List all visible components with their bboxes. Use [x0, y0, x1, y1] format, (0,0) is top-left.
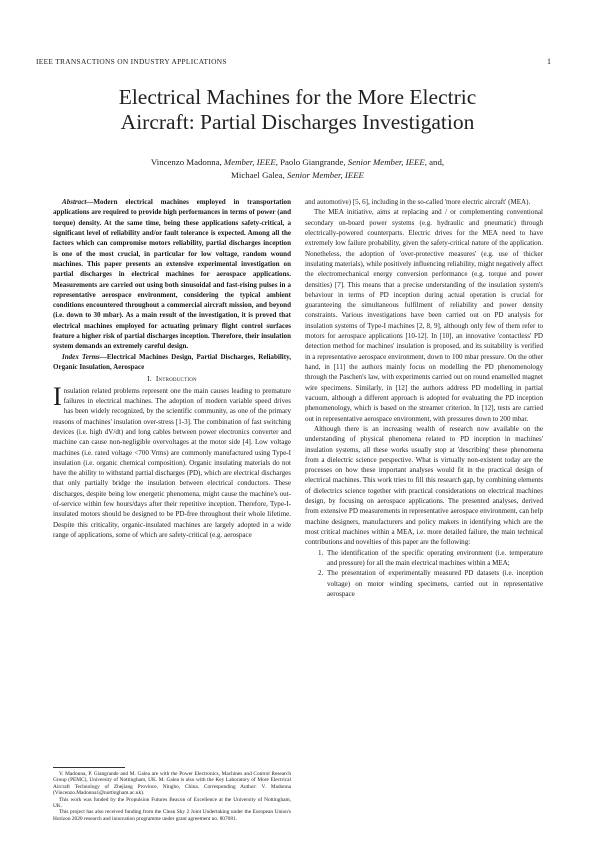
- contribution-item-1: 1. The identification of the specific operating environment (i.e. temperature and pressure) for all the main electrical machines within a MEA;: [325, 548, 543, 569]
- abstract: [53, 197, 291, 352]
- right-column: [305, 197, 543, 599]
- contribution-item-2: 2. The presentation of experimentally measured PD datasets (i.e. inception voltage) on motor winding specimens, carried out in representative aerospace: [325, 568, 543, 599]
- footnote-funding-1: This work was funded by the Propulsion Futures Beacon of Excellence at the University of Nottingham, UK.: [53, 796, 291, 810]
- page-number: 1: [547, 57, 551, 66]
- paper-title: [40, 85, 555, 135]
- section-title: Introduction: [155, 374, 197, 384]
- author-1-name: Vincenzo Madonna,: [150, 157, 224, 167]
- author-3-name: Michael Galea,: [231, 169, 287, 180]
- right-paragraph-0: and automotive) [5, 6], including in the so-called 'more electric aircraft' (MEA).: [305, 198, 531, 206]
- contributions-list: [305, 548, 543, 600]
- abstract-label: Abstract: [62, 198, 87, 206]
- paper-title-line-2: Aircraft: Partial Discharges Investigation: [120, 110, 475, 134]
- drop-cap: I: [53, 381, 62, 411]
- author-3-membership: Senior Member, IEEE: [286, 169, 364, 180]
- index-terms: [53, 352, 291, 373]
- left-column: [53, 197, 291, 540]
- index-terms-body: Electrical Machines Design, Partial Discharges, Reliability, Organic Insulation, Aerospace: [53, 352, 291, 371]
- index-terms-dash: —: [99, 352, 107, 361]
- section-heading-introduction: [53, 374, 291, 384]
- abstract-dash: —: [86, 198, 94, 206]
- author-conjunction: , and,: [424, 157, 445, 167]
- paper-title-line-1: Electrical Machines for the More Electric: [118, 85, 477, 109]
- right-paragraph-2: Although there is an increasing wealth of research now available on the understanding of physical phenomena related to PD inception in machines' insulation systems, all these works usually stop at 'describing' these phenomena from a dielectric science perspective. What is virtually non-existent today are the processes on how these important analyses would fit in the practical design of electrical machines. This work tries to fill this research gap, by combining elements of dielectrics science together with practical considerations on electrical machines design, by focusing on aerospace applications. The presented analyses, derived from extensive PD measurements in representative aerospace environment, can help machine designers, manufacturers and policy makers in identifying which are the most critical machines within a MEA, i.e. more detailed failure, the main technical contributions and novelties of this paper are the following:: [305, 424, 543, 547]
- index-terms-label: Index Terms: [62, 352, 100, 361]
- right-paragraph-1: The MEA initiative, aims at replacing and / or complementing conventional secondary on-board power systems (e.g. hydraulic and pneumatic) through electrically-powered counterparts. Electric drives for the MEA need to have extremely low failure probability, given the safety-critical nature of the application. Nonetheless, the adoption of 'over-protective measures' (e.g. use of thicker insulating materials), while positively influencing reliability, might negatively affect the electromechanical energy conversion performance (e.g. torque and power densities) [7]. This means that a precise understanding of the insulation system's behaviour in terms of PD inception during actual operation is crucial for guaranteeing the simultaneous fulfilment of reliability and power density constraints. Various investigations have been carried out on PD analysis for insulation systems of Type-I machines [2, 8, 9], although only few of them refer to motors for aerospace applications [10-12]. In [10], an innovative 'contactless' PD detection method for machines' insulation is proposed, and its suitability is verified in a representative aerospace environment, down to 100 mbar pressure. On the other hand, in [11] the authors mainly focus on modelling the PD phenomenology through the Paschen's law, with experiments carried out on round enamelled magnet wire specimens. Similarly, in [12] the authors address PD modelling in partial vacuum, although a different approach is adopted for evaluating the PD inception phenomenology, which is based on the streamer criterion. In [12], tests are carried out in representative aerospace environment, with pressures down to 200 mbar.: [305, 208, 543, 423]
- abstract-body: Modern electrical machines employed in transportation applications are required to provide high performances in terms of power (and torque) density. At the same time, being these applications safety-critical, a significant level of reliability and/or fault tolerance is expected. Among all the factors which can compromise motors reliability, partial discharges inception is one of the most crucial, in particular for low voltage, random wound machines. This paper presents an extensive experimental investigation on partial discharges in electrical machines for aerospace applications. Measurements are carried out using both sinusoidal and fast-rising pulses in a representative aerospace environment, considering the typical ambient conditions encountered throughout a commercial aircraft mission, and beyond (i.e. down to 30 mbar). As a main result of the investigation, it is proved that electrical machines employed for actuating primary flight control surfaces feature a higher risk of partial discharges inception. Therefore, their insulation system demands an extremely careful design.: [53, 198, 291, 351]
- author-1-membership: Member, IEEE: [223, 157, 276, 167]
- author-2-name: , Paolo Giangrande,: [275, 157, 348, 167]
- footnote-divider: [53, 767, 125, 768]
- footnote-affiliation: V. Madonna, P. Giangrande and M. Galea are with the Power Electronics, Machines and Control Research Group (PEMC), University of Nottingham, UK. M. Galea is also with the Key Laboratory of More Electrical Aircraft Technology of Zhejiang Province, Ningbo, China. Corresponding Author: V. Madonna (Vincenzo.Madonna1@nottingham.ac.uk).: [53, 771, 291, 797]
- running-header: IEEE TRANSACTIONS ON INDUSTRY APPLICATIONS: [36, 57, 227, 66]
- footnote-funding-2: This project has also received funding from the Clean Sky 2 Joint Undertaking under the European Union's Horizon 2020 research and innovation programme under grant agreement no. 807081.: [53, 809, 291, 822]
- intro-paragraph-1-text: nsulation related problems represent one the main causes leading to premature failures in electrical machines. The adoption of modern variable speed drives has been widely recognized, by the scientific community, as one of the primary reasons of machines' insulation over-stress [1-3]. The combination of fast switching devices (i.e. high dV/dt) and long cables between power electronics converter and machine can cause non-negligible overvoltages at the motor side [4]. Low voltage machines (i.e. rated voltage <700 Vrms) are commonly manufactured using Type-I insulation (i.e. organic chemical composition). Organic insulating materials do not have the ability to withstand partial discharges (PD), which are electrical discharges that only partially bridge the insulation between electrical conductors. These discharges, despite being low energetic phenomena, might cause the machine's out-of-service within few hours/days after their repetitive inception. Therefore, Type-I-insulated motors should be designed to be PD-free throughout their whole lifetime. Despite this criticality, organic-insulated machines are largely adopted in a wide range of applications, some of which are safety-critical (e.g. aerospace: [53, 386, 291, 539]
- author-list: [70, 156, 525, 181]
- section-number: I.: [147, 374, 152, 384]
- footnotes: [53, 771, 291, 822]
- intro-paragraph-1: [53, 381, 291, 541]
- author-2-membership: Senior Member, IEEE: [347, 157, 425, 167]
